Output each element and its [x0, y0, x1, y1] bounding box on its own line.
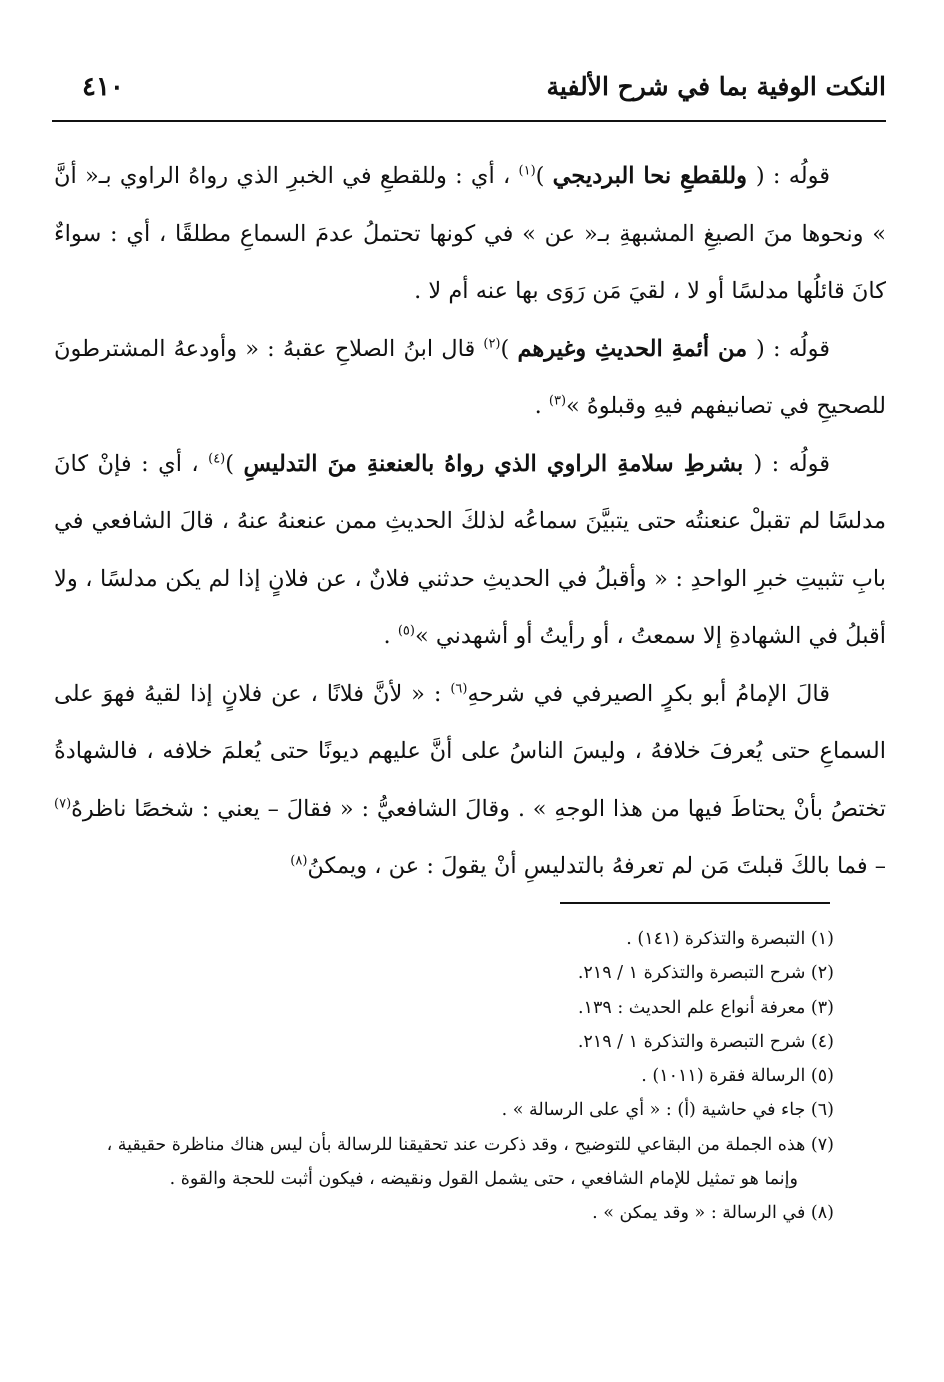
- quoted-phrase: وللقطعِ نحا البرديجي: [552, 163, 756, 189]
- paragraph-close: ): [225, 450, 244, 477]
- footnote-5: (٥) الرسالة فقرة (١٠١١) .: [641, 1066, 834, 1087]
- paragraph-end: .: [534, 393, 549, 419]
- footnote-ref: (٣): [548, 393, 567, 409]
- paragraph-text: : « لأنَّ فلانًا ، عن فلانٍ إذا لقيهُ فهوَ على السماعِ حتى يُعرفَ خلافهُ ، وليسَ الناسُ على أنَّ عليهم ديونًا حتى يُعلمَ خلافه ، فالشهادةُ تختصُ بأنْ يحتاطَ فيها من هذا الوجهِ » . وقالَ الشافعيُّ : « فقالَ – يعني : شخصًا ناظرهُ: [54, 680, 886, 822]
- main-text: [54, 148, 886, 896]
- footnote-ref: (٥): [397, 623, 415, 639]
- footnote-7: (٧) هذه الجملة من البقاعي للتوضيح ، وقد ذكرت عند تحقيقنا للرسالة بأن ليس هناك مناظرة حقيقية ،: [106, 1134, 834, 1155]
- footnote-ref: (٢): [483, 336, 501, 351]
- footnotes: [54, 922, 834, 1231]
- paragraph-text: ، أي : فإنْ كانَ مدلسًا لم تقبلْ عنعنتُه حتى يتبيَّنَ سماعُه لذلكَ الحديثِ ممن عنعنهُ عنهُ ، قالَ الشافعي في بابِ تثبيتِ خبرِ الواحدِ : « وأقبلُ في الحديثِ حدثني فلانٌ ، عن فلانٍ إذا لم يكن مدلسًا ، ولا أقبلُ في الشهادةِ إلا سمعتُ ، أو رأيتُ أو أشهدني »: [54, 450, 886, 649]
- paragraph-close: ): [535, 163, 553, 189]
- header-divider: [52, 120, 886, 122]
- footnote-3: (٣) معرفة أنواع علم الحديث : ١٣٩.: [577, 997, 834, 1018]
- footnote-6: (٦) جاء في حاشية (أ) : « أي على الرسالة » .: [501, 1100, 834, 1121]
- paragraph-1: [54, 148, 886, 321]
- footnote-2: (٢) شرح التبصرة والتذكرة ١ / ٢١٩.: [577, 963, 834, 984]
- footnote-ref: (١): [518, 163, 536, 179]
- quoted-phrase: من أئمةِ الحديثِ وغيرهم: [517, 335, 757, 362]
- footnote-ref: (٨): [290, 853, 308, 869]
- paragraph-4: [54, 666, 886, 896]
- footnote-4: (٤) شرح التبصرة والتذكرة ١ / ٢١٩.: [577, 1031, 834, 1052]
- footnote-7-continued: وإنما هو تمثيل للإمام الشافعي ، حتى يشمل القول ونقيضه ، فيكون أثبت للحجة والقوة .: [169, 1169, 798, 1190]
- footnote-ref: (٧): [54, 796, 72, 811]
- paragraph-lead: قولُه : (: [753, 450, 830, 477]
- book-title: النكت الوفية بما في شرح الألفية: [546, 72, 886, 101]
- footnote-ref: (٦): [450, 681, 468, 696]
- running-header: [52, 68, 886, 114]
- paragraph-lead: قالَ الإمامُ أبو بكرٍ الصيرفي في شرحهِ: [467, 680, 830, 707]
- paragraph-lead: قولُه : (: [755, 163, 831, 189]
- paragraph-end: – فما بالكَ قبلتَ مَن لم تعرفهُ بالتدليسِ أنْ يقولَ : عن ، ويمكنُ: [307, 853, 886, 879]
- paragraph-2: [54, 321, 886, 436]
- paragraph-close: ): [500, 335, 518, 362]
- paragraph-text: ، أي : وللقطعِ في الخبرِ الذي رواهُ الراوي بـ« أنَّ » ونحوها منَ الصيغِ المشبهةِ بـ« عن » في كونها تحتملُ عدمَ السماعِ مطلقًا ، أي : سواءٌ كانَ قائلُها مدلسًا أو لا ، لقيَ مَن رَوَى بها عنه أم لا .: [54, 163, 886, 304]
- paragraph-3: [54, 436, 886, 666]
- footnote-8: (٨) في الرسالة : « وقد يمكن » .: [592, 1203, 834, 1224]
- quoted-phrase: بشرطِ سلامةِ الراوي الذي رواهُ بالعنعنةِ منَ التدليسِ: [243, 450, 754, 477]
- footnote-1: (١) التبصرة والتذكرة (١٤١) .: [626, 929, 834, 949]
- footnote-ref: (٤): [208, 451, 226, 466]
- paragraph-end: .: [383, 623, 398, 649]
- page-number: ٤١٠: [82, 72, 124, 102]
- paragraph-text: قال ابنُ الصلاحِ عقبهُ : « وأودعهُ المشترطونَ للصحيحِ في تصانيفهم فيهِ وقبلوهُ »: [54, 335, 886, 419]
- footnote-divider: [560, 902, 830, 904]
- paragraph-lead: قولُه : (: [756, 335, 830, 362]
